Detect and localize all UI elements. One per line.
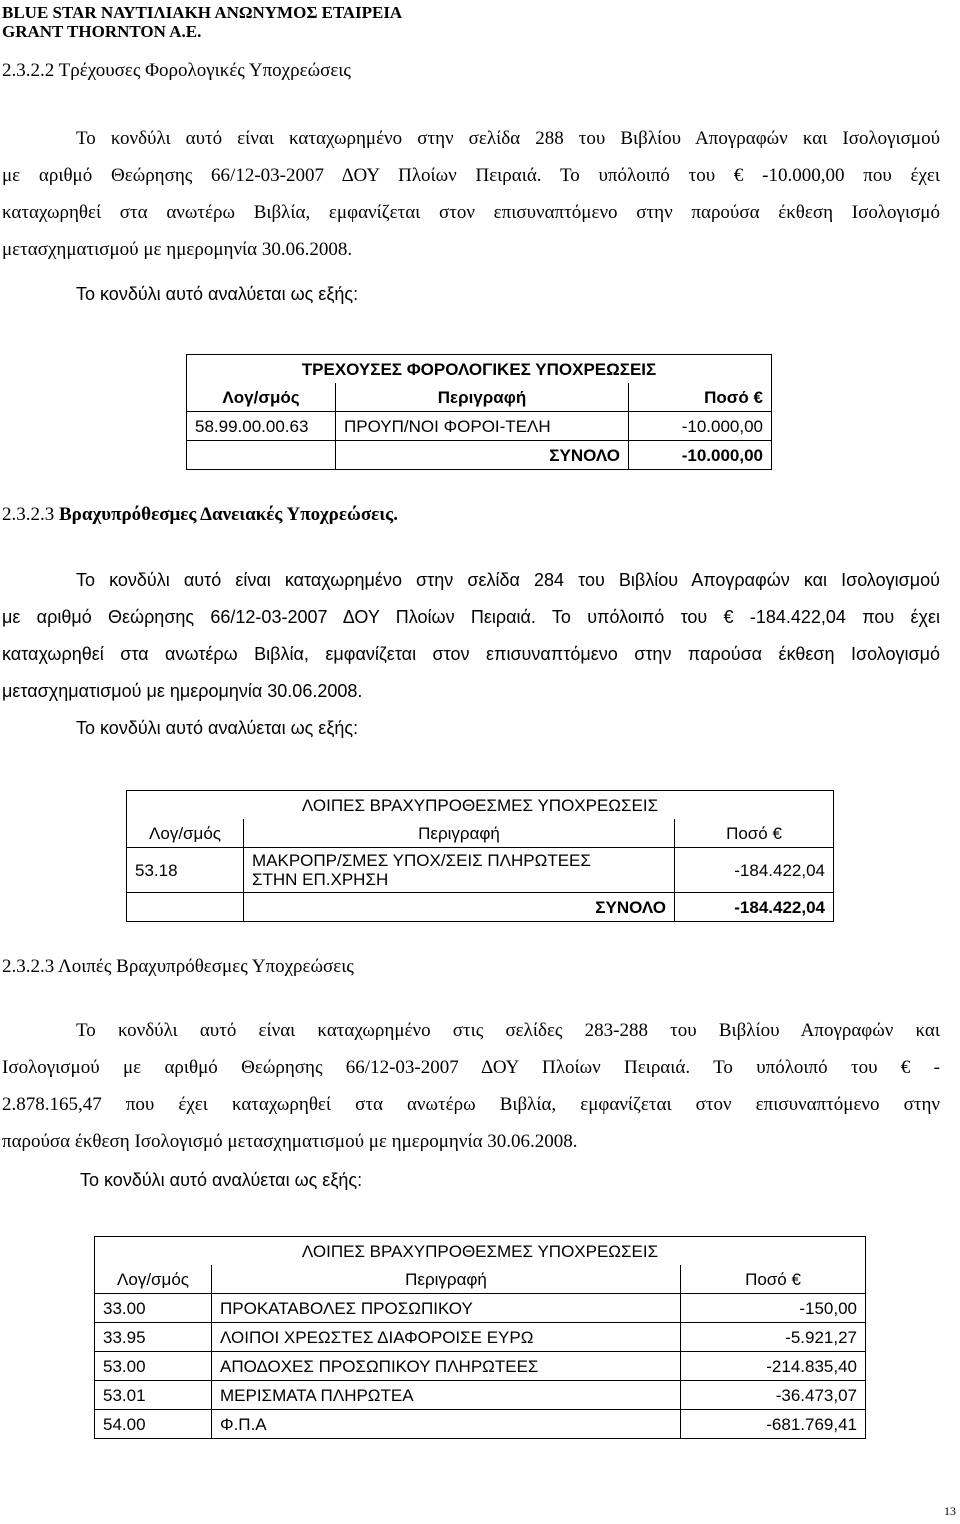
total-row	[127, 893, 834, 922]
section-heading	[2, 504, 398, 526]
cell-account: 53.01	[95, 1381, 212, 1410]
cell-account: 33.95	[95, 1323, 212, 1352]
page-number: 13	[944, 1504, 956, 1518]
table-title: ΛΟΙΠΕΣ ΒΡΑΧΥΠΡΟΘΕΣΜΕΣ ΥΠΟΧΡΕΩΣΕΙΣ	[127, 791, 834, 820]
short-term-liabilities-table	[126, 790, 834, 922]
header-account: Λογ/σμός	[127, 819, 244, 848]
cell-description: ΠΡΟΚΑΤΑΒΟΛΕΣ ΠΡΟΣΩΠΙΚΟΥ	[212, 1294, 681, 1323]
cell-description: ΜΕΡΙΣΜΑΤΑ ΠΛΗΡΩΤΕΑ	[212, 1381, 681, 1410]
section-number: 2.3.2.3	[2, 956, 55, 977]
paragraph-line: μετασχηματισμού με ημερομηνία 30.06.2008.	[2, 239, 353, 260]
cell-amount: -5.921,27	[681, 1323, 866, 1352]
paragraph	[2, 120, 940, 268]
cell-description	[244, 848, 675, 893]
cell-description: Φ.Π.Α	[212, 1410, 681, 1439]
paragraph-line: παρούσα έκθεση Ισολογισμό μετασχηματισμού με ημερομηνία 30.06.2008.	[2, 1131, 578, 1152]
cell-account: 53.18	[127, 848, 244, 893]
cell-amount: -184.422,04	[675, 848, 834, 893]
analysis-intro: Το κονδύλι αυτό αναλύεται ως εξής:	[80, 1170, 363, 1190]
cell-description-line: ΜΑΚΡΟΠΡ/ΣΜΕΣ ΥΠΟΧ/ΣΕΙΣ ΠΛΗΡΩΤΕΕΣ	[252, 851, 591, 870]
auditor-name: GRANT THORNTON A.E.	[2, 22, 202, 41]
paragraph	[2, 1012, 940, 1160]
paragraph-line: μετασχηματισμού με ημερομηνία 30.06.2008.	[2, 681, 363, 701]
paragraph-line: Το κονδύλι αυτό είναι καταχωρημένο στις σελίδες 283-288 του Βιβλίου Απογραφών και	[76, 1020, 940, 1041]
paragraph-line: Το κονδύλι αυτό αναλύεται ως εξής:	[76, 718, 359, 738]
paragraph-line: Το κονδύλι αυτό είναι καταχωρημένο στην σελίδα 284 του Βιβλίου Απογραφών και Ισολογισμού	[76, 570, 940, 590]
section-number: 2.3.2.3	[2, 504, 55, 525]
section-title: Λοιπές Βραχυπρόθεσμες Υποχρεώσεις	[57, 956, 354, 977]
table-row	[95, 1410, 866, 1439]
paragraph-line: καταχωρηθεί στα ανωτέρω Βιβλία, εμφανίζεται στον επισυναπτόμενο στην παρούσα έκθεση Ισολογισμό	[2, 644, 940, 664]
cell-account: 53.00	[95, 1352, 212, 1381]
total-row	[187, 441, 772, 470]
other-liabilities-table	[94, 1236, 866, 1439]
section-heading	[2, 956, 354, 978]
company-name: BLUE STAR ΝΑΥΤΙΛΙΑΚΗ ΑΝΩΝΥΜΟΣ ΕΤΑΙΡΕΙΑ	[2, 3, 403, 22]
table-row	[95, 1294, 866, 1323]
table-row	[127, 848, 834, 893]
section-title: Βραχυπρόθεσμες Δανειακές Υποχρεώσεις.	[59, 504, 398, 525]
cell-amount: -150,00	[681, 1294, 866, 1323]
total-amount: -10.000,00	[629, 441, 772, 470]
table-title: ΛΟΙΠΕΣ ΒΡΑΧΥΠΡΟΘΕΣΜΕΣ ΥΠΟΧΡΕΩΣΕΙΣ	[95, 1237, 866, 1266]
section-number: 2.3.2.2	[2, 60, 55, 81]
header-amount: Ποσό €	[675, 819, 834, 848]
table-row	[187, 412, 772, 441]
header-amount: Ποσό €	[629, 383, 772, 412]
section-title: Τρέχουσες Φορολογικές Υποχρεώσεις	[58, 60, 351, 81]
paragraph	[2, 562, 940, 747]
cell-description: ΠΡΟΥΠ/ΝΟΙ ΦΟΡΟΙ-ΤΕΛΗ	[336, 412, 629, 441]
table-title: ΤΡΕΧΟΥΣΕΣ ΦΟΡΟΛΟΓΙΚΕΣ ΥΠΟΧΡΕΩΣΕΙΣ	[187, 355, 772, 384]
header-account: Λογ/σμός	[187, 383, 336, 412]
total-amount: -184.422,04	[675, 893, 834, 922]
cell-amount: -681.769,41	[681, 1410, 866, 1439]
table-row	[95, 1381, 866, 1410]
cell-amount: -214.835,40	[681, 1352, 866, 1381]
header-description: Περιγραφή	[336, 383, 629, 412]
section-heading	[2, 60, 351, 82]
header-description: Περιγραφή	[212, 1265, 681, 1294]
paragraph-line: Το κονδύλι αυτό είναι καταχωρημένο στην σελίδα 288 του Βιβλίου Απογραφών και Ισολογισμού	[76, 128, 940, 149]
cell-account: 33.00	[95, 1294, 212, 1323]
cell-account: 54.00	[95, 1410, 212, 1439]
paragraph-line: Ισολογισμού με αριθμό Θεώρησης 66/12-03-2007 ΔΟΥ Πλοίων Πειραιά. Το υπόλοιπό του € -	[2, 1057, 940, 1078]
paragraph-line: με αριθμό Θεώρησης 66/12-03-2007 ΔΟΥ Πλοίων Πειραιά. Το υπόλοιπό του € -10.000,00 που έχει	[2, 165, 940, 186]
table-row	[95, 1352, 866, 1381]
paragraph-line: 2.878.165,47 που έχει καταχωρηθεί στα ανωτέρω Βιβλία, εμφανίζεται στον επισυναπτόμενο στην	[2, 1094, 940, 1115]
cell-account: 58.99.00.00.63	[187, 412, 336, 441]
cell-description: ΑΠΟΔΟΧΕΣ ΠΡΟΣΩΠΙΚΟΥ ΠΛΗΡΩΤΕΕΣ	[212, 1352, 681, 1381]
header-description: Περιγραφή	[244, 819, 675, 848]
header-account: Λογ/σμός	[95, 1265, 212, 1294]
analysis-intro: Το κονδύλι αυτό αναλύεται ως εξής:	[76, 284, 359, 304]
total-label: ΣΥΝΟΛΟ	[244, 893, 675, 922]
cell-amount: -36.473,07	[681, 1381, 866, 1410]
cell-amount: -10.000,00	[629, 412, 772, 441]
header-amount: Ποσό €	[681, 1265, 866, 1294]
total-label: ΣΥΝΟΛΟ	[336, 441, 629, 470]
table-row	[95, 1323, 866, 1352]
cell-description: ΛΟΙΠΟΙ ΧΡΕΩΣΤΕΣ ΔΙΑΦΟΡΟΙΣΕ ΕΥΡΩ	[212, 1323, 681, 1352]
cell-description-line: ΣΤΗΝ ΕΠ.ΧΡΗΣΗ	[252, 870, 389, 889]
paragraph-line: με αριθμό Θεώρησης 66/12-03-2007 ΔΟΥ Πλοίων Πειραιά. Το υπόλοιπό του € -184.422,04 που έχει	[2, 607, 940, 627]
tax-liabilities-table	[186, 354, 772, 470]
paragraph-line: καταχωρηθεί στα ανωτέρω Βιβλία, εμφανίζεται στον επισυναπτόμενο στην παρούσα έκθεση Ισολογισμό	[2, 202, 940, 223]
